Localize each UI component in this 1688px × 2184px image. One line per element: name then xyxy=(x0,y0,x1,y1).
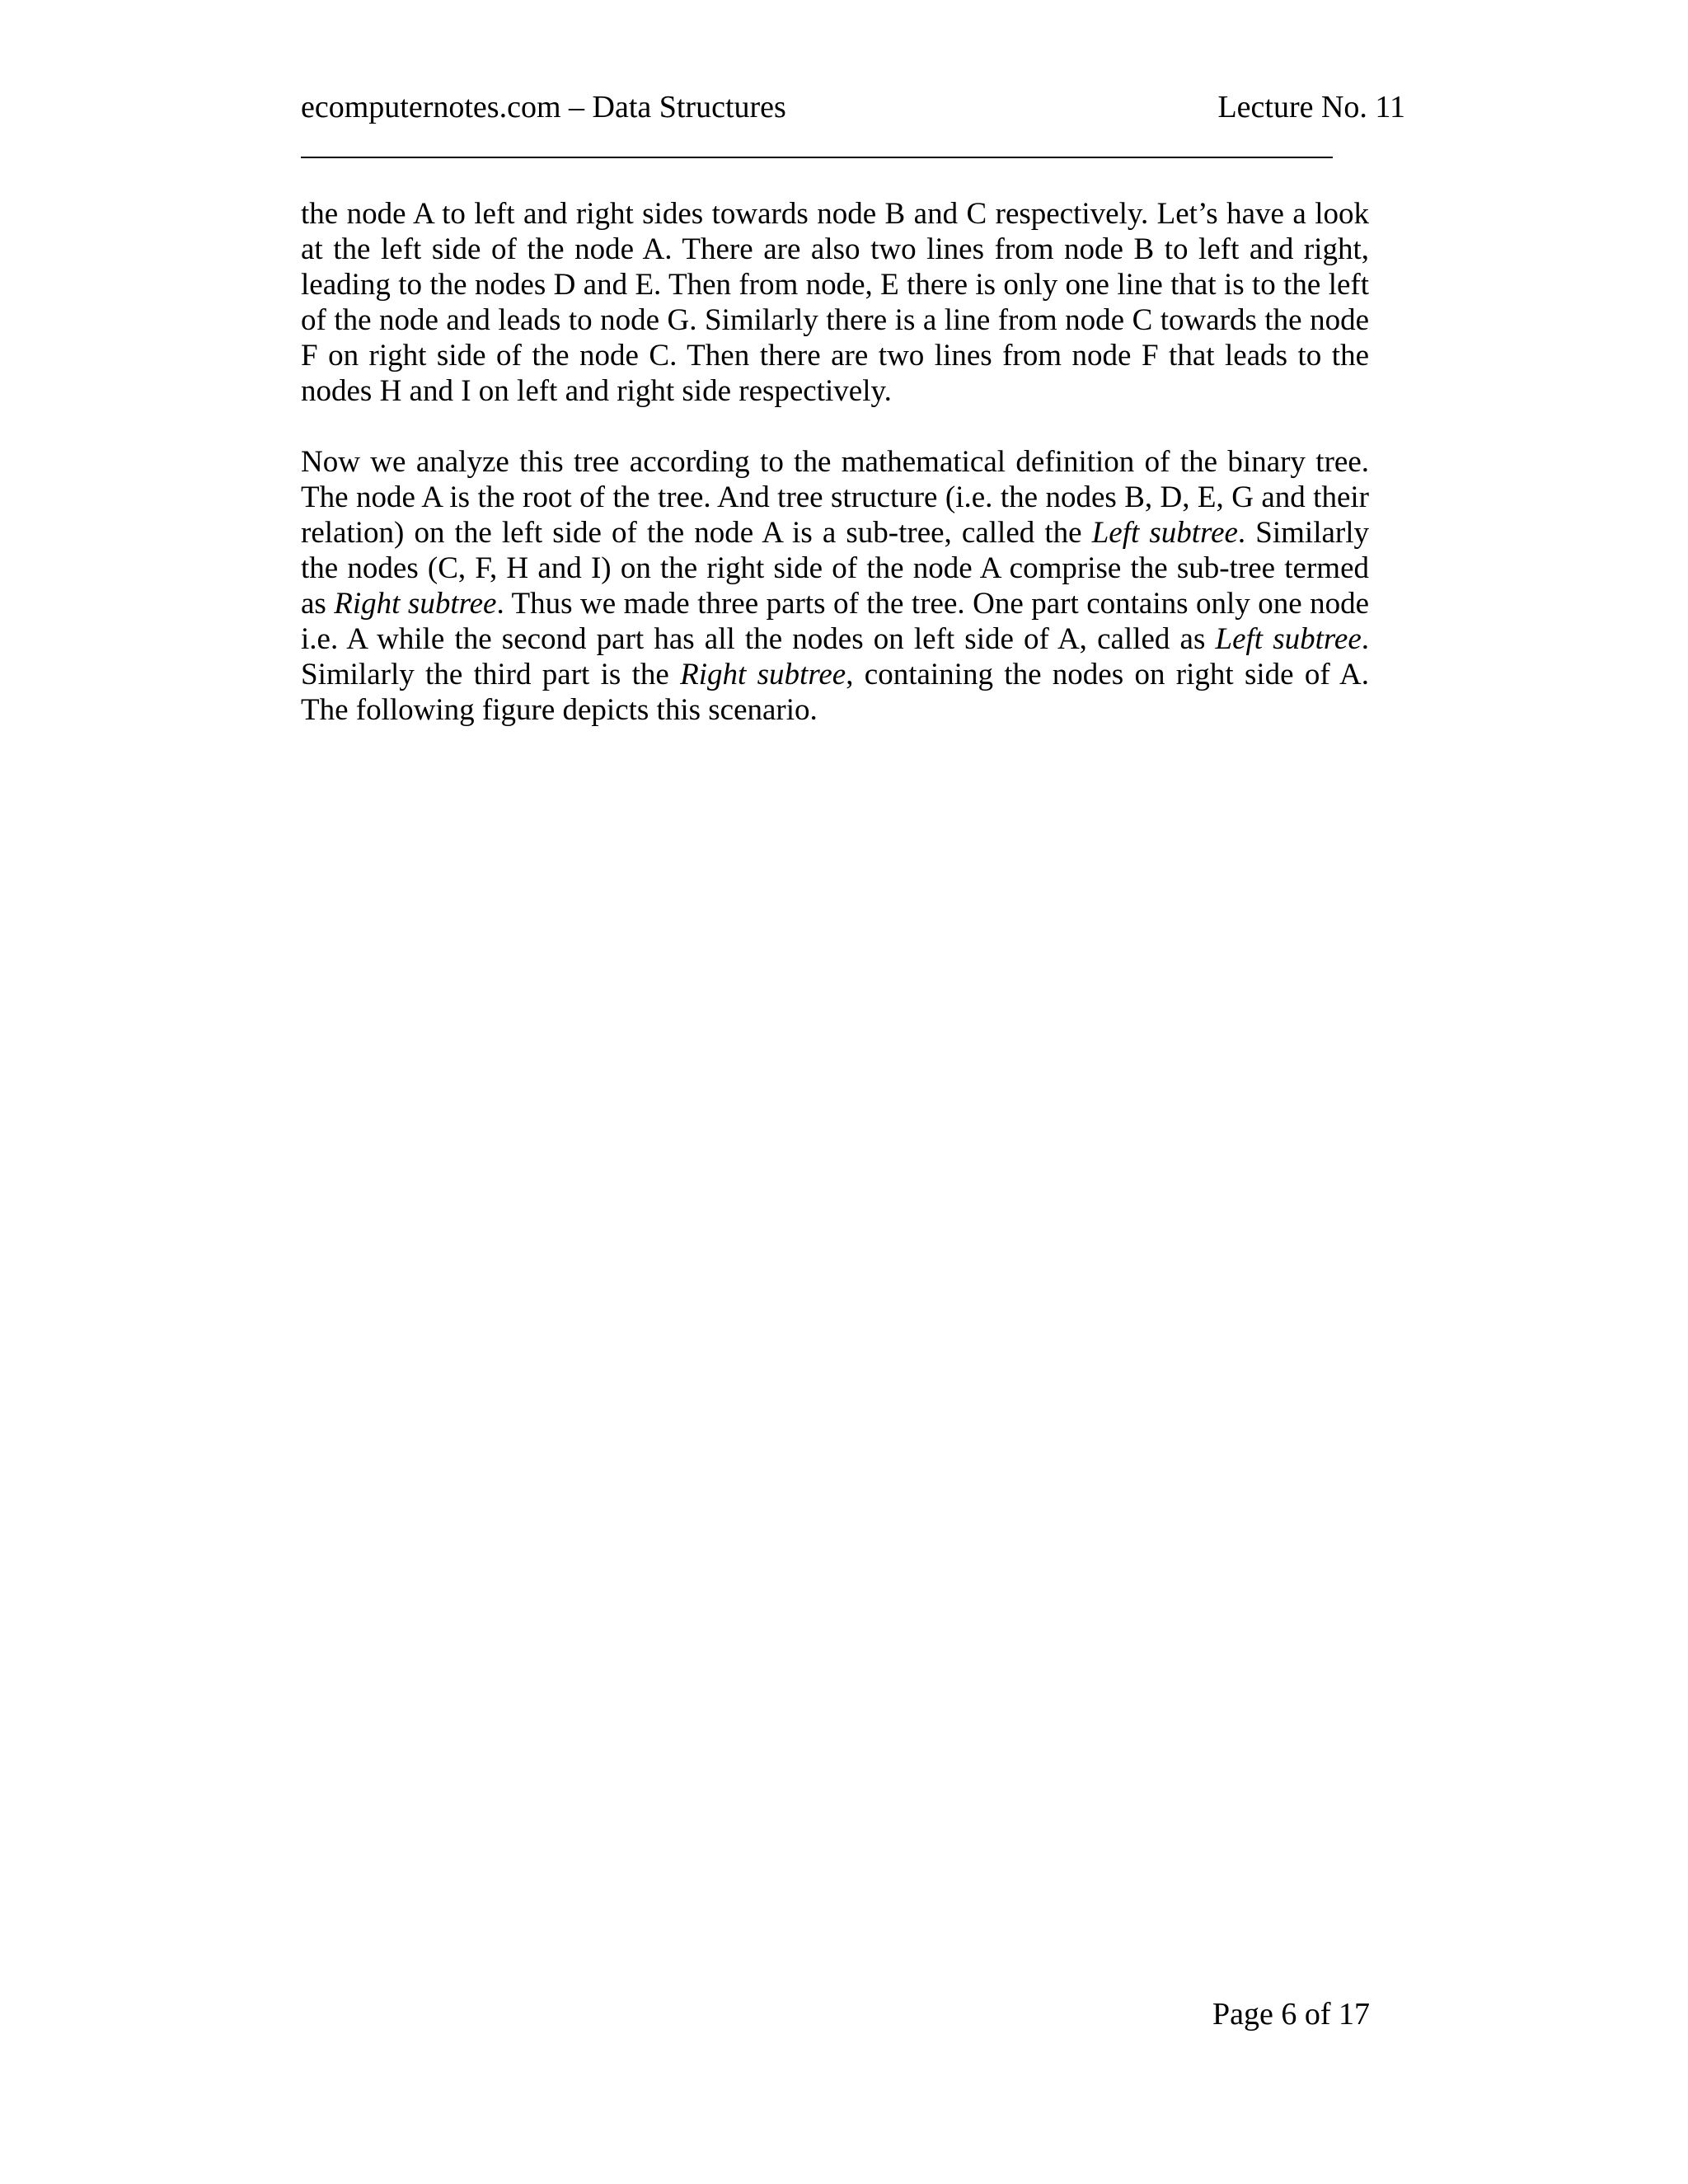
header-lecture-number: Lecture No. 11 xyxy=(1217,90,1405,124)
emphasis-left-subtree: Left subtree xyxy=(1091,516,1238,550)
header-site-title: ecomputernotes.com – Data Structures xyxy=(301,90,786,124)
paragraph-subtree-analysis xyxy=(301,444,1369,728)
header-divider xyxy=(301,157,1333,158)
paragraph-text-segment: Now we analyze this tree according to the mathematical definition of the binary tree. The node A is the root of the tree. And tree structure (i.e. the nodes B, D, E, G and their relation) on the left side of the node A is a sub-tree, called the xyxy=(301,445,1369,550)
document-body xyxy=(301,196,1369,763)
emphasis-right-subtree: Right subtree xyxy=(334,587,497,621)
paragraph-text-segment: . Thus we made three parts of the tree. One part contains only one node i.e. A while the second part has all the nodes on left side of A, called as xyxy=(301,587,1370,656)
emphasis-right-subtree: Right subtree xyxy=(680,658,846,691)
paragraph-tree-description: the node A to left and right sides towards node B and C respectively. Let’s have a look at the left side of the node A. There are also two lines from node B to left and right, leading to the nodes D and E. Then from node, E there is only one line that is to the left of the node and leads to node G. Similarly there is a line from node C towards the node F on right side of the node C. Then there are two lines from node F that leads to the nodes H and I on left and right side respectively. xyxy=(301,197,1369,408)
paragraph-text-segment: . Similarly the nodes (C, F, H and I) on the right side of the node A comprise the sub-tree termed as xyxy=(301,516,1370,621)
paragraph-text-segment: . Similarly the third part is the xyxy=(301,622,1370,691)
paragraph-text-segment: , containing the nodes on right side of A. The following figure depicts this scenario. xyxy=(301,658,1369,727)
emphasis-left-subtree: Left subtree xyxy=(1215,622,1362,656)
page-number: Page 6 of 17 xyxy=(1212,1997,1370,2032)
